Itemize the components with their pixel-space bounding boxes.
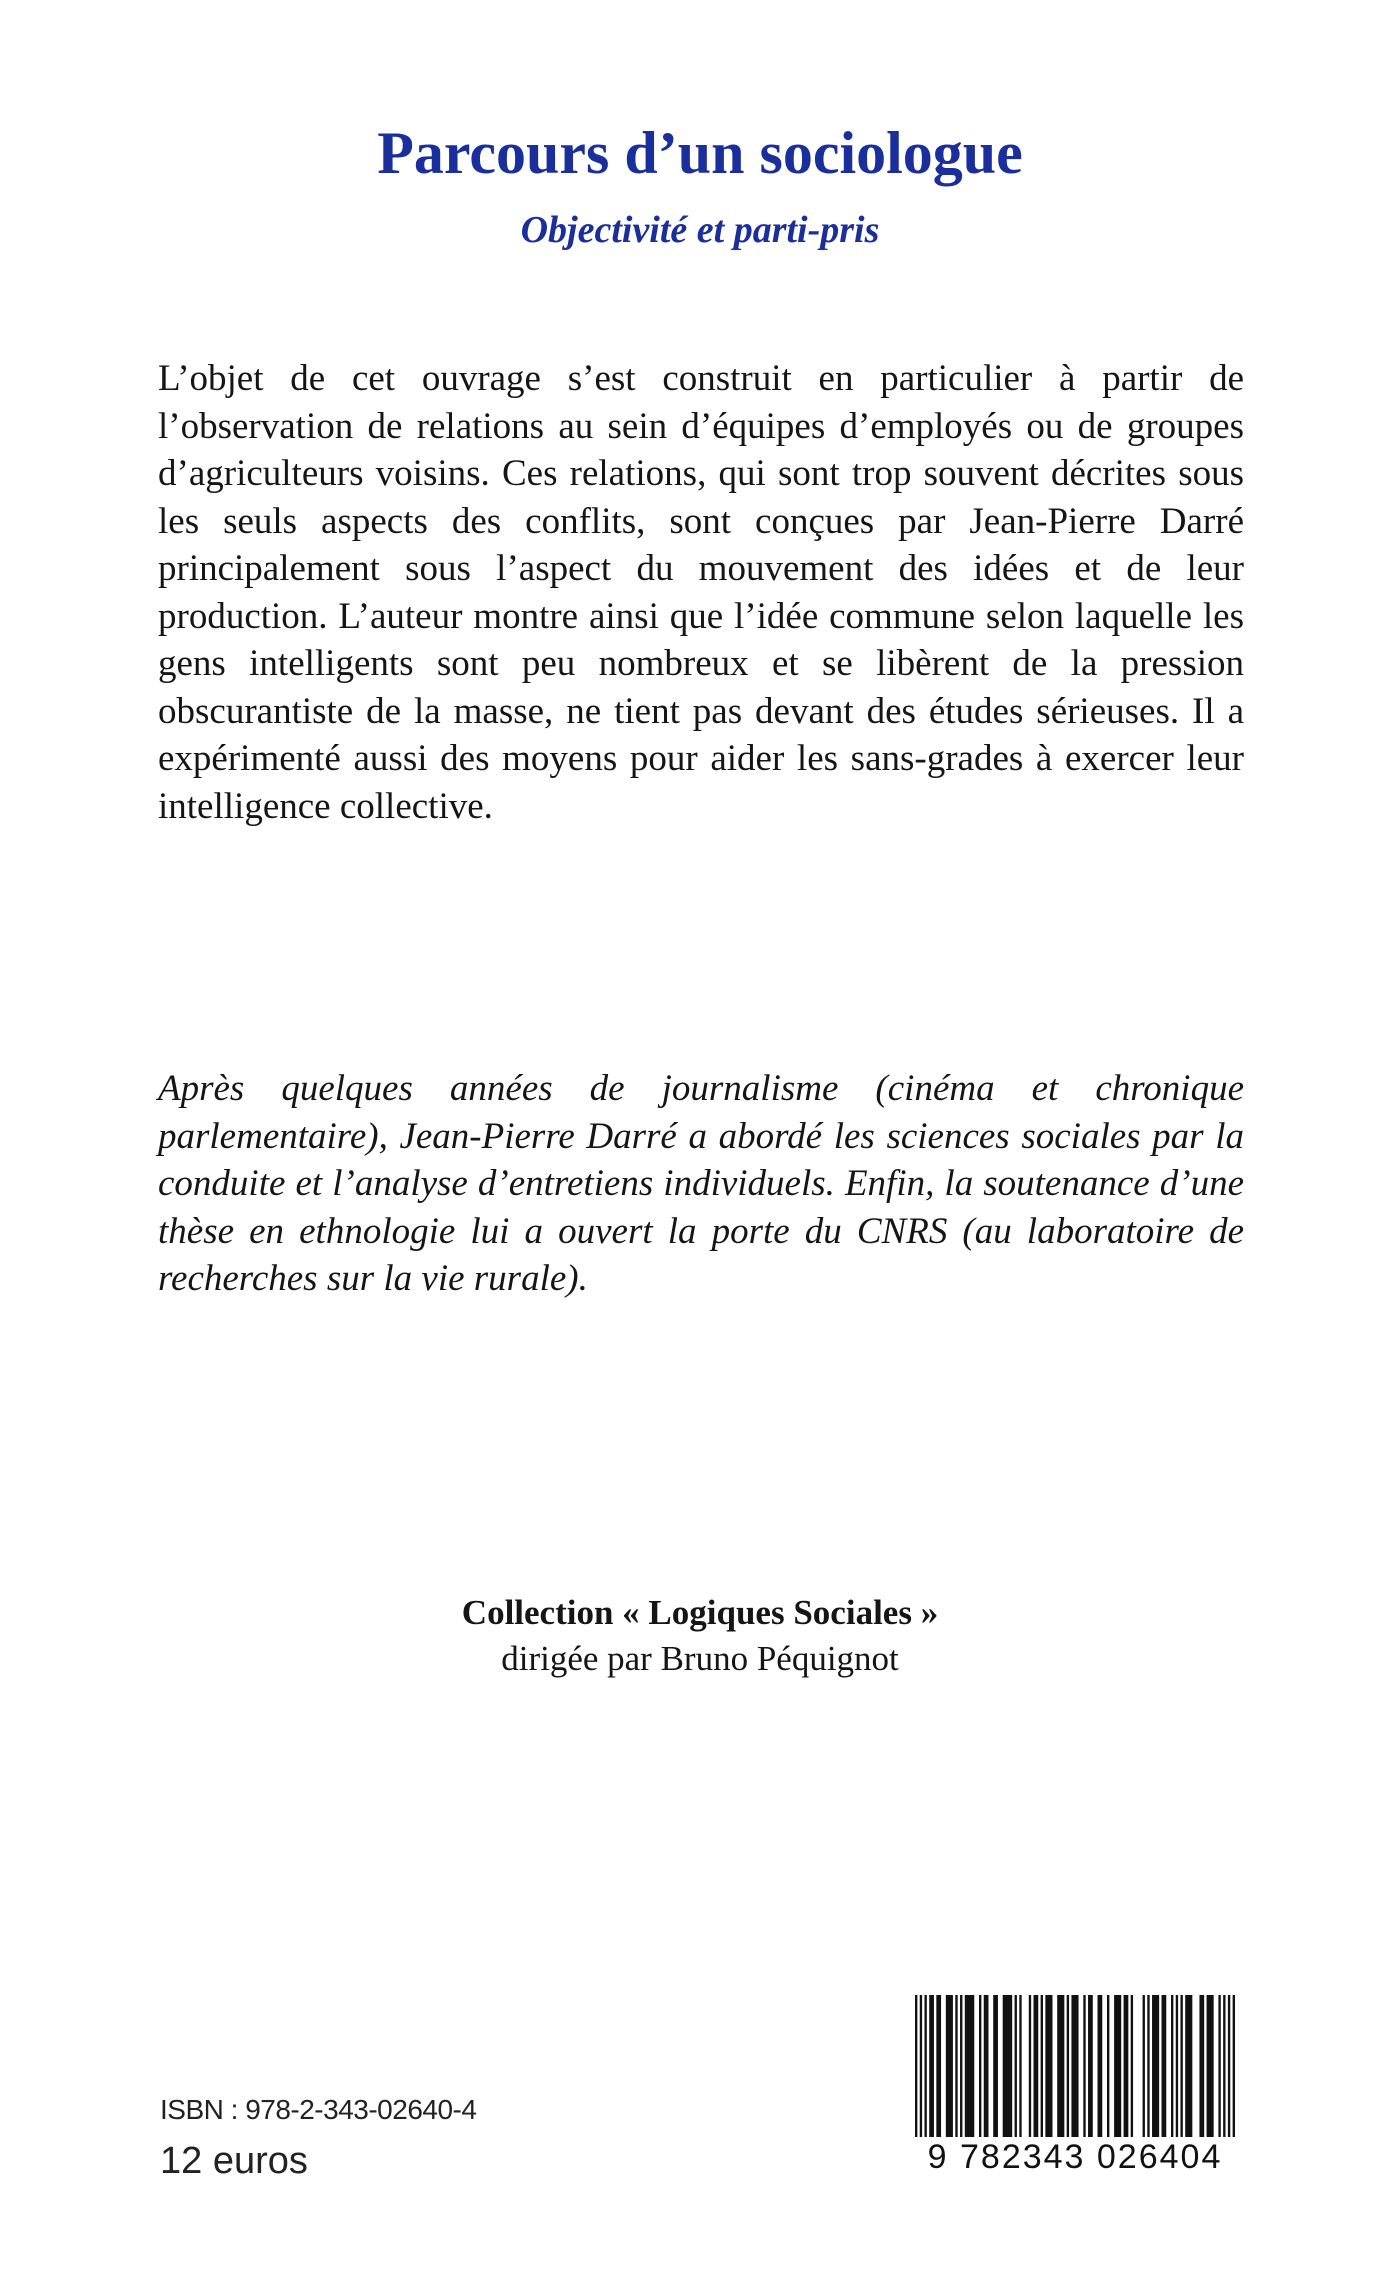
barcode-bar [936, 1995, 941, 2145]
barcode-bar [1171, 1995, 1173, 2145]
collection-name: Collection « Logiques Sociales » [461, 1593, 939, 1632]
barcode-bar [1199, 1995, 1204, 2145]
barcode-bar [979, 1995, 981, 2145]
barcode-bar [1180, 1995, 1182, 2145]
barcode-bar [1114, 1995, 1121, 2145]
barcode-bar [1218, 1995, 1220, 2145]
barcode-bar [955, 1995, 957, 2145]
barcode-bar [1107, 1995, 1109, 2145]
barcode-bar [965, 1995, 974, 2145]
barcode-icon [910, 1995, 1240, 2145]
barcode-bar [1019, 1995, 1021, 2145]
barcode-bar [1207, 1995, 1214, 2145]
author-bio: Après quelques années de journalisme (cinéma et chronique parlementaire), Jean-Pierre Darré a abordé les sciences sociales par la conduite et l’analyse d’entretiens individuels. Enfin, la soutenance d’une thèse en ethnologie lui a ouvert la porte du CNRS (au laboratoire de recherches sur la vie rurale). [158, 1068, 1244, 1299]
barcode [910, 1995, 1240, 2190]
barcode-bar [1067, 1995, 1069, 2145]
barcode-bar [1057, 1995, 1064, 2145]
barcode-bar [984, 1995, 989, 2145]
barcode-bar [1185, 1995, 1192, 2145]
barcode-bar [1124, 1995, 1129, 2145]
barcode-bar [1045, 1995, 1052, 2145]
barcode-bar [1228, 1995, 1230, 2145]
barcode-bar [1034, 1995, 1039, 2145]
book-summary: L’objet de cet ouvrage s’est construit en particulier à partir de l’observation de relations au sein d’équipes d’employés ou de groupes d’agriculteurs voisins. Ces relations, qui sont trop souvent décrites sous les seuls aspects des conflits, sont conçues par Jean-Pierre Darré principalement sous l’aspect du mouvement des idées et de leur production. L’auteur montre ainsi que l’idée commune selon laquelle les gens intelligents sont peu nombreux et se libèrent de la pression obscurantiste de la masse, ne tient pas devant des études sérieuses. Il a expérimenté aussi des moyens pour aider les sans-grades à exercer leur intelligence collective. [158, 358, 1244, 827]
barcode-bar [1098, 1995, 1103, 2145]
barcode-bar [1071, 1995, 1078, 2145]
barcode-bar [1176, 1995, 1178, 2145]
barcode-bar [993, 1995, 998, 2145]
barcode-bar [1143, 1995, 1145, 2145]
barcode-bar [960, 1995, 962, 2145]
barcode-bar [915, 1995, 917, 2145]
barcode-bar [1152, 1995, 1159, 2145]
barcode-bar [1083, 1995, 1085, 2145]
barcode-bar [1131, 1995, 1133, 2145]
barcode-bar [1041, 1995, 1043, 2145]
isbn-number: ISBN : 978-2-343-02640-4 [160, 2094, 477, 2125]
book-title: Parcours d’un sociologue [377, 120, 1023, 186]
barcode-bar [1223, 1995, 1225, 2145]
barcode-bar [1147, 1995, 1149, 2145]
barcode-bar [929, 1995, 934, 2145]
book-subtitle: Objectivité et parti-pris [520, 209, 880, 251]
barcode-bar [946, 1995, 953, 2145]
book-price: 12 euros [160, 2140, 308, 2182]
barcode-bar [1088, 1995, 1093, 2145]
barcode-bar [1015, 1995, 1017, 2145]
collection-director: dirigée par Bruno Péquignot [501, 1639, 899, 1678]
barcode-bar [1029, 1995, 1031, 2145]
barcode-bar [1233, 1995, 1235, 2145]
barcode-digits: 9 782343 026404 [910, 2137, 1240, 2177]
barcode-bar [920, 1995, 922, 2145]
barcode-bar [924, 1995, 926, 2145]
collection-info [0, 1590, 1400, 1682]
barcode-bar [1162, 1995, 1167, 2145]
barcode-bar [1003, 1995, 1012, 2145]
